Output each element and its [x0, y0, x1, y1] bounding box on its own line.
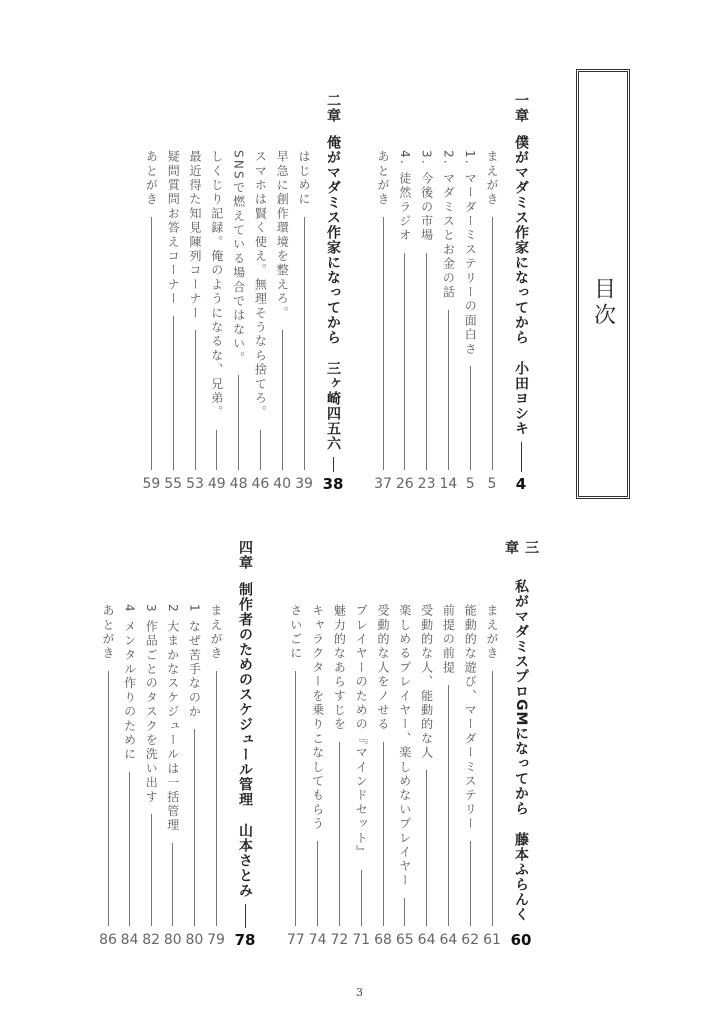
leader-line	[238, 375, 239, 470]
chapter-author: 三ヶ崎四五六	[325, 361, 341, 451]
leader-line	[448, 685, 449, 926]
toc-entry[interactable]	[480, 604, 504, 948]
entry-label: 最近得た知見陳列コーナー	[188, 150, 202, 321]
chapter-heading[interactable]	[509, 93, 533, 492]
entry-label: あとがき	[144, 150, 159, 207]
toc-entry[interactable]	[458, 150, 482, 492]
entry-page: 86	[99, 932, 117, 948]
entry-label: 1 なぜ苦手なのか	[187, 604, 202, 720]
entry-label: 1. マーダーミステリーの面白さ	[463, 150, 478, 357]
chapter-title-block	[233, 582, 257, 898]
toc-entry[interactable]	[161, 604, 185, 948]
toc-title: 目次	[590, 277, 616, 329]
leader-line	[492, 217, 493, 470]
entry-page: 64	[439, 932, 458, 948]
entry-page: 77	[286, 932, 305, 948]
entry-page: 23	[417, 476, 436, 492]
leader-line	[195, 330, 196, 470]
entry-page: 59	[142, 476, 161, 492]
entry-page: 49	[207, 476, 226, 492]
chapter-number: 四章	[237, 540, 253, 570]
toc-entry[interactable]	[436, 604, 460, 948]
leader-line	[282, 330, 283, 470]
chapter-title: 制作者のためのスケジュール管理	[237, 582, 253, 807]
leader-line	[295, 671, 296, 926]
chapter-title-block	[509, 135, 533, 436]
leader-line	[383, 217, 384, 470]
toc-title-box	[576, 69, 630, 499]
toc-entry[interactable]	[480, 150, 504, 492]
toc-entry[interactable]	[205, 150, 229, 492]
leader-line	[404, 253, 405, 470]
toc-entry[interactable]	[458, 604, 482, 948]
toc-entry[interactable]	[436, 150, 460, 492]
entry-page: 5	[487, 476, 497, 492]
entry-label: 前提の前提	[441, 604, 456, 675]
entry-page: 26	[395, 476, 414, 492]
chapter-title-block	[509, 579, 533, 922]
chapter-title-block	[321, 135, 345, 451]
entry-label: あとがき	[101, 604, 115, 661]
chapter-title: 僕がマダミス作家になってから	[513, 135, 529, 345]
entry-page: 65	[395, 932, 414, 948]
toc-entry[interactable]	[96, 604, 120, 948]
entry-label: プレイヤーのための『マインドセット』	[354, 604, 369, 860]
entry-page: 84	[120, 932, 139, 948]
toc-entry[interactable]	[248, 150, 272, 492]
leader-line	[383, 742, 384, 926]
toc-entry[interactable]	[204, 604, 228, 948]
entry-page: 55	[164, 476, 183, 492]
chapter-author: 山本さとみ	[237, 823, 253, 898]
entry-page: 82	[142, 932, 161, 948]
toc-entry[interactable]	[139, 150, 163, 492]
entry-label: 早急に創作環境を整えろ。	[275, 150, 290, 321]
chapter-page: 4	[515, 475, 527, 493]
entry-label: まえがき	[485, 604, 499, 661]
leader-line	[172, 843, 173, 926]
leader-line	[304, 217, 305, 470]
entry-label: 受動的な人をノせる	[376, 604, 390, 732]
leader-line	[216, 671, 217, 926]
leader-line	[404, 898, 405, 926]
leader-line	[173, 316, 174, 470]
toc-entry[interactable]	[306, 604, 330, 948]
entry-label: 2 大まかなスケジュールは一括管理	[165, 604, 180, 833]
toc-entry[interactable]	[139, 604, 163, 948]
leader-line	[129, 772, 130, 926]
leader-line	[108, 671, 109, 926]
leader-line	[361, 870, 362, 926]
entry-label: あとがき	[376, 150, 390, 207]
leader-line	[426, 770, 427, 926]
leader-line	[245, 904, 246, 928]
chapter-heading[interactable]	[321, 93, 345, 492]
entry-page: 53	[186, 476, 204, 492]
toc-entry[interactable]	[182, 604, 206, 948]
chapter-page: 78	[234, 931, 256, 949]
entry-label: はじめに	[297, 150, 311, 207]
toc-entry[interactable]	[183, 150, 207, 492]
entry-label: 能動的な遊び、マーダーミステリー	[463, 604, 478, 832]
entry-label: キャラクターを乗りこなしてもらう	[310, 604, 325, 832]
chapter-heading[interactable]	[503, 540, 539, 949]
chapter-page: 60	[510, 931, 532, 949]
chapter-page: 38	[322, 475, 344, 493]
leader-line	[470, 366, 471, 470]
entry-page: 79	[207, 932, 225, 948]
leader-line	[216, 430, 217, 470]
entry-page: 40	[273, 476, 292, 492]
toc-entry[interactable]	[349, 604, 373, 948]
entry-page: 71	[352, 932, 371, 948]
entry-label: 4. 徒然ラジオ	[397, 150, 412, 243]
entry-label: スマホは賢く使え。無理そうなら捨てろ。	[253, 150, 268, 420]
toc-entry[interactable]	[415, 604, 439, 948]
toc-entry[interactable]	[371, 150, 395, 492]
leader-line	[448, 310, 449, 470]
entry-page: 64	[417, 932, 436, 948]
entry-page: 74	[308, 932, 327, 948]
entry-page: 39	[295, 476, 313, 492]
entry-page: 48	[229, 476, 248, 492]
entry-page: 72	[330, 932, 349, 948]
leader-line	[151, 814, 152, 926]
toc-entry[interactable]	[292, 150, 316, 492]
leader-line	[470, 841, 471, 926]
toc-entry[interactable]	[270, 150, 294, 492]
entry-label: 3. 今後の市場	[419, 150, 434, 243]
leader-line	[194, 729, 195, 926]
entry-label: SNSで燃えている場合ではない。	[231, 150, 246, 366]
entry-label: 楽しめるプレイヤー、楽しめないプレイヤー	[397, 604, 412, 888]
entry-label: 疑問質問お答えコーナー	[166, 150, 181, 307]
entry-page: 61	[483, 932, 501, 948]
toc-entry[interactable]	[327, 604, 351, 948]
toc-entry[interactable]	[371, 604, 395, 948]
entry-page: 5	[465, 476, 475, 492]
leader-line	[333, 457, 334, 472]
entry-label: 魅力的なあらすじを	[332, 604, 347, 732]
page-number: 3	[356, 986, 363, 999]
entry-label: 3 作品ごとのタスクを洗い出す	[144, 604, 159, 805]
leader-line	[426, 253, 427, 470]
leader-line	[521, 442, 522, 472]
toc-entry[interactable]	[161, 150, 185, 492]
leader-line	[260, 430, 261, 470]
entry-label: まえがき	[209, 604, 223, 661]
chapter-number: 一章	[513, 93, 529, 123]
entry-label: 2. マダミスとお金の話	[441, 150, 456, 300]
leader-line	[317, 841, 318, 926]
entry-page: 37	[374, 476, 392, 492]
entry-page: 68	[374, 932, 392, 948]
entry-label: しくじり記録。俺のようになるな、兄弟。	[209, 150, 224, 420]
toc-entry[interactable]	[118, 604, 142, 948]
chapter-title: 私がマダミスプロGMになってから	[513, 578, 529, 816]
leader-line	[339, 742, 340, 926]
chapter-title: 俺がマダミス作家になってから	[325, 135, 341, 345]
toc-entry[interactable]	[227, 150, 251, 492]
entry-label: まえがき	[485, 150, 499, 207]
toc-entry[interactable]	[284, 604, 308, 948]
leader-line	[492, 671, 493, 926]
toc-entry[interactable]	[415, 150, 439, 492]
chapter-heading[interactable]	[233, 540, 257, 948]
leader-line	[151, 217, 152, 470]
entry-label: 受動的な人、能動的な人	[419, 604, 434, 761]
entry-page: 62	[461, 932, 480, 948]
toc-entry[interactable]	[393, 150, 417, 492]
chapter-author: 藤本ふらんく	[513, 832, 529, 922]
chapter-number: 二章	[325, 93, 341, 123]
toc-entry[interactable]	[393, 604, 417, 948]
chapter-number: 三章	[503, 540, 539, 555]
entry-label: さいごに	[288, 604, 303, 661]
chapter-author: 小田ヨシキ	[513, 361, 529, 436]
entry-page: 80	[185, 932, 204, 948]
entry-page: 46	[251, 476, 270, 492]
entry-label: 4 メンタル作りのために	[122, 604, 137, 762]
entry-page: 80	[163, 932, 182, 948]
entry-page: 14	[439, 476, 458, 492]
